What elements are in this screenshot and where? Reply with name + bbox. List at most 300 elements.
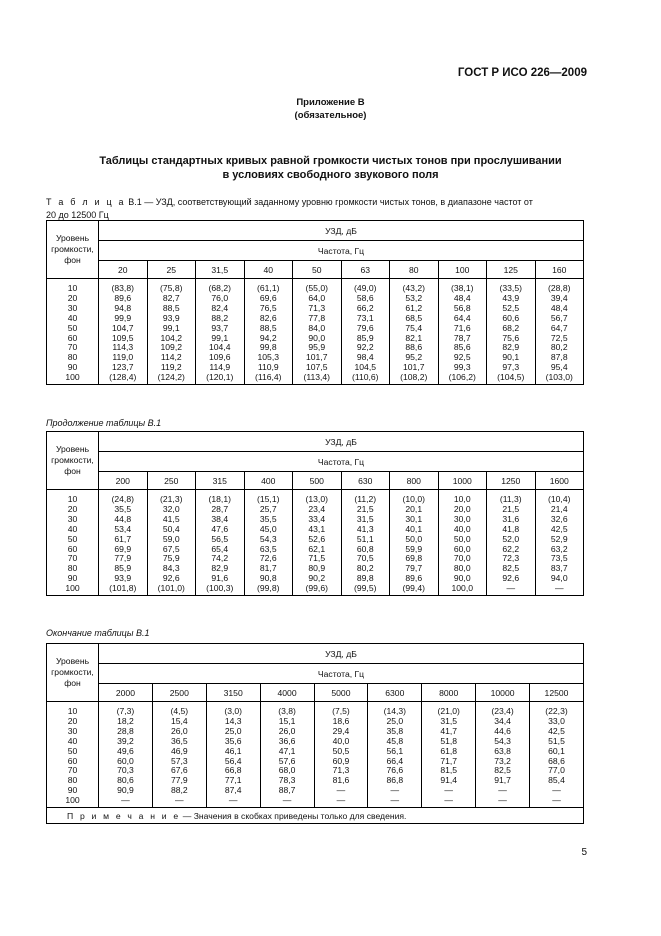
spl-value: 52,6 — [308, 533, 326, 544]
spl-value: 91,7 — [494, 775, 511, 786]
frequency-cell: 12500 — [530, 684, 584, 702]
table-b1-part2 — [46, 431, 584, 596]
spl-value: 30,1 — [405, 513, 423, 524]
spl-value: 80,6 — [117, 775, 134, 786]
spl-column — [196, 279, 245, 385]
spl-value: 21,4 — [550, 503, 568, 514]
spl-value: 44,6 — [494, 725, 511, 736]
spl-column — [487, 490, 536, 596]
spl-value: 41,7 — [440, 725, 458, 736]
spl-value: — — [444, 785, 453, 796]
spl-value: 80,0 — [453, 563, 471, 574]
level-value: 10 — [67, 706, 78, 716]
spl-value: — — [175, 795, 184, 806]
level-value: 30 — [67, 725, 78, 736]
spl-value: 42,5 — [550, 523, 568, 534]
spl-value: 82,5 — [502, 563, 520, 574]
frequency-cell: 31,5 — [196, 261, 245, 279]
spl-value: — — [336, 785, 346, 796]
level-value: 80 — [67, 775, 78, 786]
level-value: 60 — [67, 755, 78, 766]
spl-value: 72,3 — [502, 553, 520, 564]
spl-value: 33,4 — [308, 513, 326, 524]
level-value: 70 — [67, 765, 78, 776]
spl-value: (23,4) — [491, 706, 514, 716]
frequency-cell: 1250 — [487, 472, 536, 490]
frequency-cell: 2000 — [99, 684, 153, 702]
spl-value: (128,4) — [109, 372, 137, 383]
spl-value: — — [444, 795, 453, 806]
spl-value: 80,2 — [550, 342, 568, 353]
spl-value: 61,7 — [114, 533, 132, 544]
spl-value: 69,6 — [259, 292, 277, 303]
spl-column — [476, 702, 530, 808]
spl-value: 90,1 — [502, 352, 520, 363]
spl-value: 94,2 — [259, 332, 277, 343]
spl-column — [152, 702, 206, 808]
spl-value: (4,5) — [170, 706, 189, 716]
spl-value: 40,0 — [332, 735, 350, 746]
spl-value: (99,8) — [257, 583, 280, 594]
spl-value: 90,8 — [259, 573, 277, 584]
spl-value: 62,1 — [308, 543, 326, 554]
spl-value: 25,0 — [386, 715, 404, 726]
caption-text-line2: 20 до 12500 Гц — [46, 210, 109, 220]
spl-value: 58,6 — [356, 292, 374, 303]
table-end-title: Окончание таблицы В.1 — [46, 628, 150, 638]
spl-value: 25,0 — [224, 725, 242, 736]
spl-value: 35,6 — [224, 735, 242, 746]
annex-heading — [0, 96, 661, 122]
spl-value: 47,1 — [278, 745, 296, 756]
spl-value: 23,4 — [308, 503, 326, 514]
spl-value: 107,5 — [305, 362, 328, 373]
spl-value: 85,9 — [356, 332, 374, 343]
frequency-cell: 3150 — [206, 684, 260, 702]
frequency-cell: 1600 — [535, 472, 584, 490]
spl-column — [244, 279, 293, 385]
spl-value: (3,0) — [224, 706, 243, 716]
spl-value: 52,5 — [502, 302, 520, 313]
spl-value: (43,2) — [402, 283, 425, 293]
spl-value: 109,5 — [111, 332, 134, 343]
spl-value: 104,2 — [160, 332, 182, 343]
level-value: 90 — [67, 573, 78, 584]
spl-value: 44,8 — [114, 513, 132, 524]
spl-value: 64,0 — [308, 292, 326, 303]
spl-value: 41,3 — [356, 523, 374, 534]
level-value: 60 — [67, 543, 78, 554]
spl-value: (99,4) — [402, 583, 425, 594]
spl-value: 29,4 — [332, 725, 350, 736]
spl-value: 51,1 — [356, 533, 374, 544]
spl-value: 26,0 — [170, 725, 188, 736]
spl-value: 99,1 — [162, 322, 180, 333]
spl-value: 89,8 — [356, 573, 374, 584]
spl-value: 65,4 — [211, 543, 229, 554]
spl-value: 48,4 — [453, 292, 471, 303]
frequency-cell: 500 — [293, 472, 342, 490]
spl-value: (28,8) — [548, 283, 571, 293]
spl-column — [390, 279, 439, 385]
level-value: 20 — [67, 292, 78, 303]
spl-value: 51,5 — [548, 735, 565, 746]
spl-value: — — [498, 785, 507, 796]
level-value: 80 — [67, 563, 78, 574]
level-column — [47, 490, 99, 596]
spl-column — [535, 279, 584, 385]
spl-value: 70,0 — [453, 553, 471, 564]
spl-value: 69,9 — [114, 543, 132, 554]
spl-value: (101,0) — [157, 583, 185, 594]
spl-value: (18,1) — [208, 494, 231, 504]
main-title-line2: в условиях свободного звукового поля — [222, 169, 439, 181]
level-value: 50 — [67, 322, 78, 333]
spl-value: 32,0 — [162, 503, 180, 514]
spl-value: 72,5 — [550, 332, 568, 343]
spl-value: 99,9 — [114, 312, 132, 323]
spl-value: 59,9 — [405, 543, 423, 554]
spl-value: 91,4 — [440, 775, 458, 786]
spl-value: 88,2 — [211, 312, 229, 323]
spl-value: 81,7 — [259, 563, 277, 574]
spl-value: 85,4 — [548, 775, 565, 786]
frequency-row — [47, 261, 584, 279]
spl-value: 84,0 — [308, 322, 326, 333]
frequency-cell: 10000 — [476, 684, 530, 702]
spl-value: 46,9 — [170, 745, 188, 756]
spl-value: 85,6 — [453, 342, 471, 353]
note-text: — Значения в скобках приведены только для сведения. — [180, 810, 407, 821]
spl-value: — — [336, 795, 346, 806]
spl-value: 98,4 — [356, 352, 374, 363]
annex-status: (обязательное) — [294, 110, 367, 121]
frequency-cell: 1000 — [438, 472, 487, 490]
spl-value: 50,0 — [453, 533, 471, 544]
frequency-header: Частота, Гц — [99, 452, 584, 472]
spl-value: 50,5 — [332, 745, 350, 756]
spl-value: 66,2 — [356, 302, 374, 313]
spl-value: 90,0 — [453, 573, 471, 584]
level-value: 20 — [67, 715, 78, 726]
spl-value: 90,0 — [308, 332, 326, 343]
spl-value: 67,5 — [162, 543, 180, 554]
spl-value: 64,4 — [453, 312, 471, 323]
spl-value: 41,5 — [162, 513, 180, 524]
level-value: 100 — [65, 795, 80, 806]
spl-value: 42,5 — [548, 725, 565, 736]
spl-value: 114,3 — [112, 342, 134, 353]
spl-value: 35,5 — [114, 503, 132, 514]
spl-value: 59,0 — [162, 533, 180, 544]
spl-value: 89,6 — [114, 292, 132, 303]
level-value: 20 — [67, 503, 78, 514]
spl-value: 123,7 — [111, 362, 134, 373]
level-value: 70 — [67, 553, 78, 564]
level-value: 60 — [67, 332, 78, 343]
spl-value: 82,9 — [211, 563, 229, 574]
spl-value: 72,6 — [259, 553, 277, 564]
spl-value: 73,2 — [494, 755, 511, 766]
spl-value: 83,7 — [550, 563, 568, 574]
frequency-cell: 5000 — [314, 684, 368, 702]
spl-value: (10,4) — [548, 494, 571, 504]
frequency-cell: 4000 — [260, 684, 314, 702]
frequency-row — [47, 472, 584, 490]
spl-value: 32,6 — [550, 513, 568, 524]
spl-value: 40,0 — [453, 523, 471, 534]
spl-value: 76,5 — [259, 302, 277, 313]
spl-value: 56,1 — [386, 745, 404, 756]
spl-value: 35,5 — [259, 513, 277, 524]
spl-value: 63,2 — [550, 543, 568, 554]
spl-value: — — [228, 795, 238, 806]
table-b1-part1 — [46, 220, 584, 385]
spl-value: 82,4 — [211, 302, 229, 313]
spl-value: 100,0 — [451, 583, 473, 594]
spl-value: 114,9 — [209, 362, 231, 373]
spl-value: 54,3 — [494, 735, 511, 746]
spl-column — [147, 279, 196, 385]
spl-value: — — [554, 583, 564, 594]
spl-value: 82,7 — [162, 292, 180, 303]
spl-value: (33,5) — [499, 283, 522, 293]
spl-value: 73,5 — [550, 553, 568, 564]
spl-value: 43,9 — [502, 292, 520, 303]
level-header: Уровень громкости, фон — [47, 644, 99, 702]
spl-value: 49,6 — [117, 745, 134, 756]
data-row — [47, 490, 584, 596]
spl-value: 101,7 — [402, 362, 425, 373]
annex-title: Приложение В — [296, 97, 365, 108]
spl-value: (120,1) — [206, 372, 234, 383]
spl-value: — — [121, 795, 130, 806]
spl-value: 57,6 — [278, 755, 296, 766]
table-continuation-title: Продолжение таблицы В.1 — [46, 418, 162, 428]
level-value: 100 — [65, 372, 80, 383]
spl-column — [341, 490, 390, 596]
spl-value: 45,8 — [386, 735, 404, 746]
spl-column — [530, 702, 584, 808]
spl-value: 68,2 — [502, 322, 520, 333]
spl-value: 28,8 — [117, 725, 134, 736]
spl-value: 78,7 — [453, 332, 471, 343]
spl-value: (11,3) — [499, 494, 522, 504]
spl-value: 15,4 — [170, 715, 188, 726]
spl-value: 39,4 — [550, 292, 568, 303]
note-label: П р и м е ч а н и е — [67, 810, 181, 821]
spl-value: 79,7 — [405, 563, 423, 574]
spl-value: 60,8 — [356, 543, 374, 554]
spl-value: 88,5 — [162, 302, 180, 313]
spl-value: 63,5 — [259, 543, 277, 554]
spl-value: 51,8 — [440, 735, 458, 746]
data-row — [47, 279, 584, 385]
spl-value: 93,9 — [114, 573, 132, 584]
spl-value: 75,9 — [162, 553, 180, 564]
spl-value: 80,2 — [356, 563, 374, 574]
frequency-cell: 200 — [99, 472, 148, 490]
spl-value: 99,1 — [211, 332, 229, 343]
spl-value: 75,6 — [502, 332, 520, 343]
frequency-header: Частота, Гц — [99, 241, 584, 261]
spl-value: 60,0 — [453, 543, 471, 554]
level-value: 40 — [67, 735, 78, 746]
spl-value: 76,0 — [211, 292, 229, 303]
spl-column — [196, 490, 245, 596]
spl-value: (15,1) — [257, 494, 280, 504]
spl-value: 86,8 — [386, 775, 404, 786]
spl-value: 68,5 — [405, 312, 423, 323]
spl-value: 87,4 — [224, 785, 242, 796]
spl-value: 82,1 — [405, 332, 423, 343]
spl-value: 30,0 — [453, 513, 471, 524]
level-value: 90 — [67, 785, 78, 796]
spl-value: 14,3 — [224, 715, 242, 726]
spl-value: 109,6 — [208, 352, 231, 363]
spl-value: 69,8 — [405, 553, 423, 564]
level-value: 50 — [67, 745, 78, 756]
spl-value: 70,5 — [356, 553, 374, 564]
spl-value: 70,3 — [117, 765, 134, 776]
spl-column — [260, 702, 314, 808]
spl-value: (124,2) — [157, 372, 185, 383]
spl-value: 93,7 — [211, 322, 229, 333]
frequency-cell: 50 — [293, 261, 342, 279]
data-row — [47, 702, 584, 808]
spl-value: (108,2) — [400, 372, 428, 383]
frequency-cell: 25 — [147, 261, 196, 279]
level-value: 100 — [65, 583, 80, 594]
level-header: Уровень громкости, фон — [47, 432, 99, 490]
spl-value: 45,0 — [259, 523, 277, 534]
spl-value: (101,8) — [109, 583, 137, 594]
spl-value: 71,6 — [453, 322, 471, 333]
spl-value: 77,9 — [114, 553, 132, 564]
main-title-line1: Таблицы стандартных кривых равной громкости чистых тонов при прослушивании — [99, 155, 562, 167]
spl-column — [341, 279, 390, 385]
frequency-cell: 125 — [487, 261, 536, 279]
spl-value: 99,3 — [453, 362, 471, 373]
spl-value: 85,9 — [114, 563, 132, 574]
spl-value: (24,8) — [111, 494, 134, 504]
spl-value: 77,9 — [170, 775, 188, 786]
spl-value: 57,3 — [170, 755, 188, 766]
spl-value: 20,0 — [453, 503, 471, 514]
spl-value: 66,8 — [224, 765, 242, 776]
spl-column — [293, 279, 342, 385]
spl-value: 43,1 — [308, 523, 326, 534]
spl-column — [99, 702, 153, 808]
spl-value: 61,2 — [405, 302, 423, 313]
spl-column — [293, 490, 342, 596]
spl-value: 97,3 — [502, 362, 520, 373]
spl-value: 28,7 — [211, 503, 229, 514]
spl-value: 26,0 — [278, 725, 296, 736]
spl-column — [147, 490, 196, 596]
frequency-cell: 80 — [390, 261, 439, 279]
spl-value: 60,0 — [117, 755, 134, 766]
frequency-header: Частота, Гц — [99, 664, 584, 684]
spl-value: — — [552, 785, 561, 796]
caption-label: Т а б л и ц а — [46, 197, 126, 207]
spl-value: (68,2) — [208, 283, 231, 293]
spl-value: 48,4 — [550, 302, 568, 313]
spl-value: 61,8 — [440, 745, 458, 756]
spl-value: 53,2 — [405, 292, 423, 303]
spl-value: 119,0 — [112, 352, 134, 363]
main-title — [0, 154, 661, 182]
spl-value: 60,9 — [332, 755, 350, 766]
frequency-cell: 400 — [244, 472, 293, 490]
page-number: 5 — [581, 847, 587, 858]
frequency-cell: 800 — [390, 472, 439, 490]
frequency-cell: 8000 — [422, 684, 476, 702]
spl-value: 56,8 — [453, 302, 471, 313]
spl-value: 71,5 — [308, 553, 326, 564]
frequency-cell: 40 — [244, 261, 293, 279]
level-column — [47, 702, 99, 808]
spl-header: УЗД, дБ — [99, 644, 584, 664]
spl-value: (10,0) — [402, 494, 425, 504]
spl-value: 104,7 — [111, 322, 134, 333]
spl-value: 39,2 — [117, 735, 134, 746]
spl-value: 18,6 — [332, 715, 350, 726]
level-header: Уровень громкости, фон — [47, 221, 99, 279]
level-value: 90 — [67, 362, 78, 373]
spl-value: (61,1) — [257, 283, 280, 293]
frequency-cell: 2500 — [152, 684, 206, 702]
spl-value: 82,5 — [494, 765, 511, 776]
spl-value: 109,2 — [160, 342, 182, 353]
spl-value: (99,5) — [354, 583, 377, 594]
spl-value: 50,4 — [162, 523, 180, 534]
spl-value: (116,4) — [254, 372, 282, 383]
spl-value: 75,4 — [405, 322, 423, 333]
level-column — [47, 279, 99, 385]
spl-value: 82,6 — [259, 312, 277, 323]
spl-value: 34,4 — [494, 715, 511, 726]
level-value: 50 — [67, 533, 78, 544]
frequency-cell: 160 — [535, 261, 584, 279]
spl-value: (11,2) — [354, 494, 377, 504]
spl-value: 31,5 — [356, 513, 374, 524]
spl-value: (100,3) — [206, 583, 234, 594]
level-value: 40 — [67, 523, 78, 534]
spl-column — [368, 702, 422, 808]
spl-value: 67,6 — [170, 765, 188, 776]
spl-value: (110,6) — [351, 372, 379, 383]
spl-value: 52,9 — [550, 533, 568, 544]
spl-value: 99,8 — [259, 342, 277, 353]
spl-value: 90,9 — [117, 785, 134, 796]
level-value: 10 — [67, 283, 78, 293]
spl-value: 60,6 — [502, 312, 520, 323]
spl-value: 68,6 — [548, 755, 565, 766]
spl-value: 95,4 — [550, 362, 568, 373]
spl-value: 21,5 — [502, 503, 520, 514]
spl-value: 94,8 — [114, 302, 132, 313]
spl-value: 90,2 — [308, 573, 326, 584]
spl-value: (3,8) — [278, 706, 296, 716]
spl-value: 93,9 — [162, 312, 180, 323]
spl-value: 46,1 — [224, 745, 242, 756]
spl-value: 25,7 — [259, 503, 277, 514]
spl-value: 76,6 — [386, 765, 404, 776]
spl-column — [422, 702, 476, 808]
spl-column — [99, 490, 148, 596]
spl-value: — — [506, 583, 516, 594]
